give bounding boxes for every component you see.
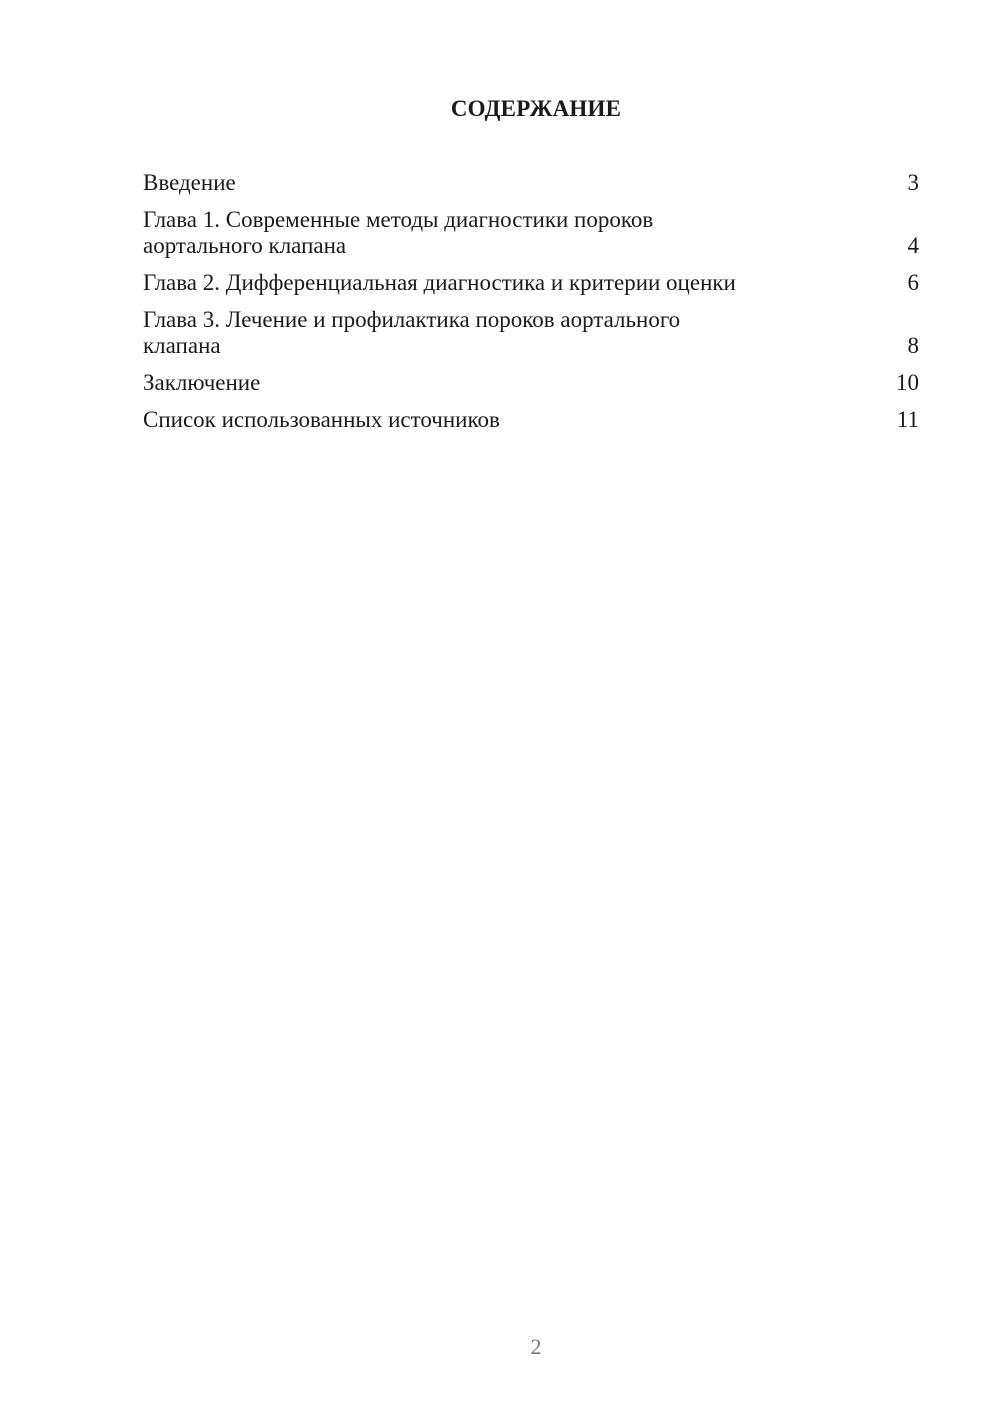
toc-entry-conclusion <box>143 370 919 396</box>
toc-entry-chapter-3 <box>143 307 919 359</box>
toc-entry-page: 11 <box>896 407 919 432</box>
toc-entry-page: 10 <box>896 370 919 395</box>
page-title: СОДЕРЖАНИЕ <box>450 96 622 121</box>
toc-entry-label: Заключение <box>143 370 261 395</box>
toc-entry-introduction <box>143 170 919 196</box>
page-number: 2 <box>530 1334 542 1359</box>
toc-entry-label: Глава 1. Современные методы диагностики пороков аортального клапана <box>143 207 654 258</box>
toc-entry-page: 3 <box>907 170 919 195</box>
table-of-contents <box>143 170 919 444</box>
toc-entry-chapter-2 <box>143 270 919 296</box>
toc-entry-label: Глава 2. Дифференциальная диагностика и критерии оценки <box>143 270 736 295</box>
toc-entry-label: Глава 3. Лечение и профилактика пороков аортального клапана <box>143 307 681 358</box>
toc-entry-label: Список использованных источников <box>143 407 500 432</box>
toc-entry-page: 8 <box>907 333 919 358</box>
toc-entry-chapter-1 <box>143 207 919 259</box>
toc-entry-references <box>143 407 919 433</box>
toc-entry-label: Введение <box>143 170 236 195</box>
toc-entry-page: 6 <box>907 270 919 295</box>
toc-entry-page: 4 <box>907 233 919 258</box>
